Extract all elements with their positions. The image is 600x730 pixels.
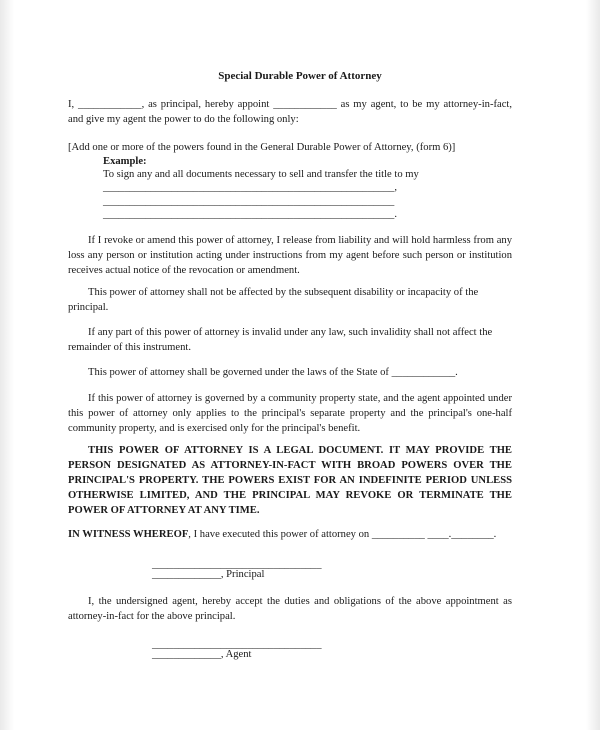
witness-heading: IN WITNESS WHEREOF <box>68 529 189 540</box>
witness-text: , I have executed this power of attorney on __________ ____.________. <box>188 529 497 540</box>
agent-acceptance-paragraph: I, the undersigned agent, hereby accept the duties and obligations of the above appointment as attorney-in-fact for the above principal. <box>68 596 512 622</box>
document-title: Special Durable Power of Attorney <box>218 70 382 82</box>
agent-signature-line: ________________________________ <box>152 639 322 650</box>
page-right-shadow <box>586 0 600 730</box>
page-left-shadow <box>0 0 14 730</box>
example-blank-line-2: _______________________________________________________ <box>103 196 395 207</box>
community-property-paragraph: If this power of attorney is governed by a community property state, and the agent appointed under this power of attorney only applies to the principal's separate property and the principal's one-half community property, and is exercised only for the principal's benefit. <box>68 393 512 434</box>
disability-paragraph: This power of attorney shall not be affected by the subsequent disability or incapacity of the principal. <box>68 287 479 313</box>
example-blank-line-3: _______________________________________________________. <box>103 209 397 220</box>
example-label: Example: <box>103 156 147 167</box>
principal-signature-label: _____________, Principal <box>152 569 265 580</box>
appointment-paragraph: I, ____________, as principal, hereby appoint ____________ as my agent, to be my attorney-in-fact, and give my agent the power to do the following only: <box>68 99 512 125</box>
invalidity-paragraph: If any part of this power of attorney is invalid under any law, such invalidity shall not affect the remainder of this instrument. <box>68 327 493 353</box>
legal-warning-paragraph: THIS POWER OF ATTORNEY IS A LEGAL DOCUMENT. IT MAY PROVIDE THE PERSON DESIGNATED AS ATTORNEY-IN-FACT WITH BROAD POWERS OVER THE PRINCIPAL'S PROPERTY. THE POWERS EXIST FOR AN INDEFINITE PERIOD UNLESS OTHERWISE LIMITED, AND THE PRINCIPAL MAY REVOKE OR TERMINATE THE POWER OF ATTORNEY AT ANY TIME. <box>68 445 512 516</box>
witness-paragraph <box>68 527 512 542</box>
principal-signature-line: ________________________________ <box>152 559 322 570</box>
example-blank-line-1: _______________________________________________________, <box>103 182 397 193</box>
governing-law-paragraph: This power of attorney shall be governed under the laws of the State of ____________. <box>88 367 458 378</box>
agent-signature-label: _____________, Agent <box>152 649 252 660</box>
example-text: To sign any and all documents necessary to sell and transfer the title to my <box>103 169 419 180</box>
revocation-paragraph: If I revoke or amend this power of attorney, I release from liability and will hold harmless from any loss any person or institution acting under instructions from my agent before such person or institution receives actual notice of the revocation or amendment. <box>68 235 512 276</box>
powers-instruction: [Add one or more of the powers found in the General Durable Power of Attorney, (form 6)] <box>68 142 456 153</box>
